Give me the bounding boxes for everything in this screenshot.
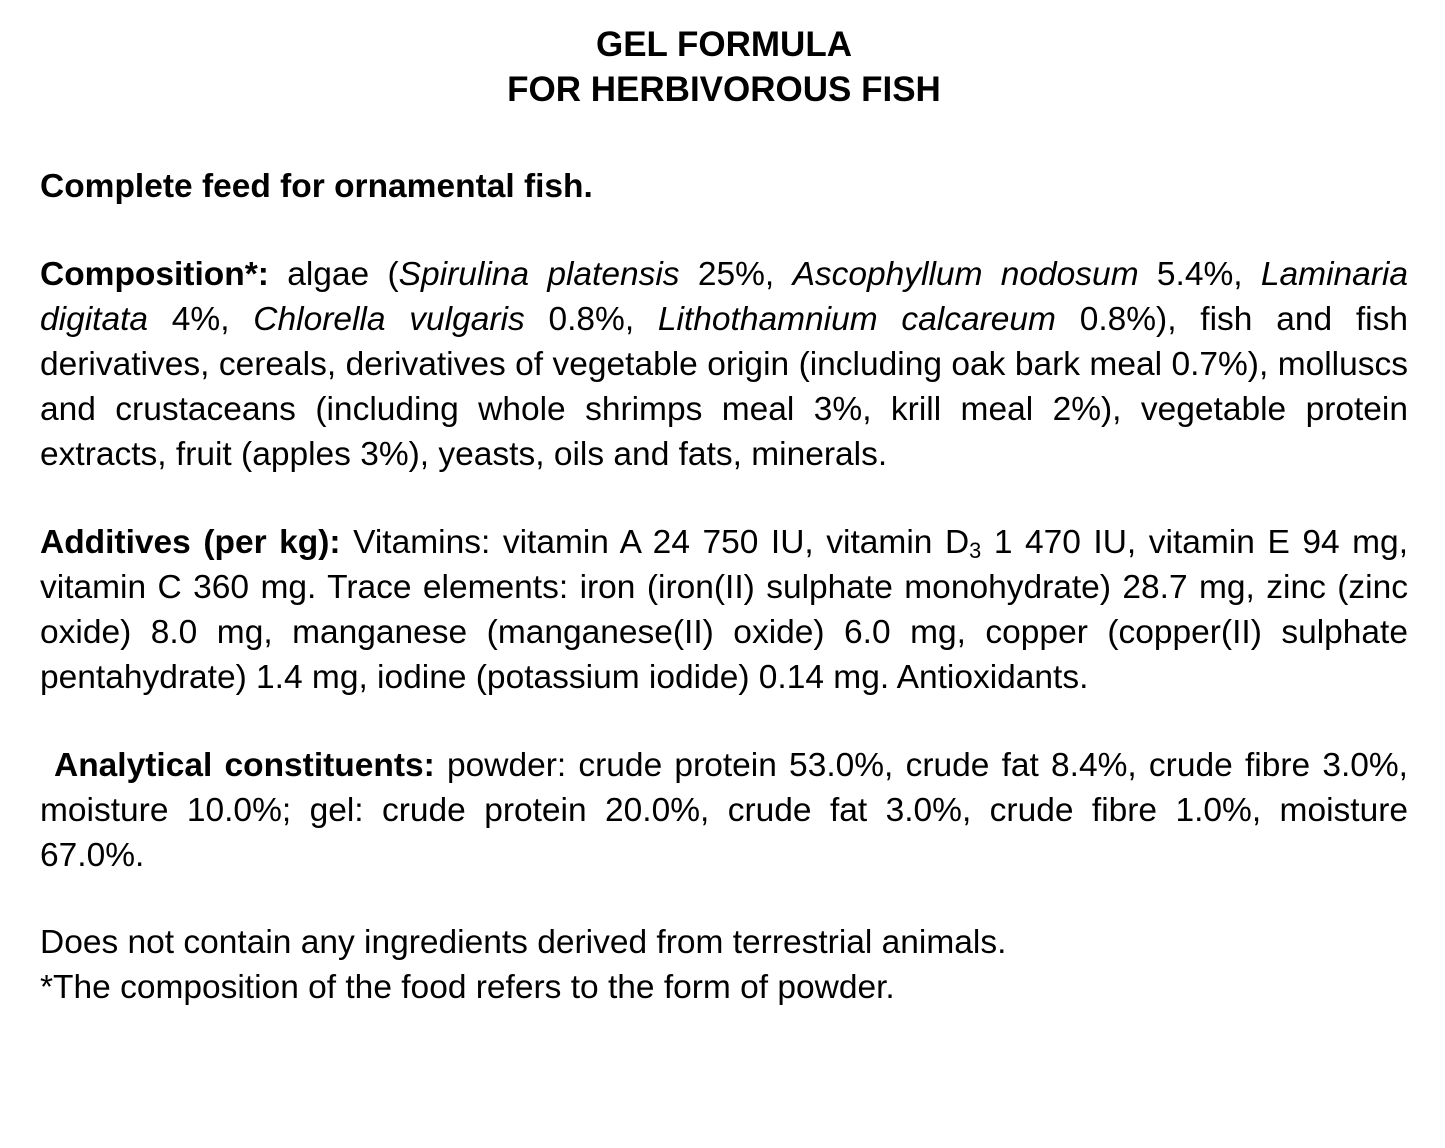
page-title xyxy=(40,22,1408,112)
composition-paragraph: Composition*: algae (Spirulina platensis 25%, Ascophyllum nodosum 5.4%, Laminaria digitata 4%, Chlorella vulgaris 0.8%, Lithothamnium calcareum 0.8%), fish and fish derivatives, cereals, derivatives of vegetable origin (including oak bark meal 0.7%), molluscs and crustaceans (including whole shrimps meal 3%, krill meal 2%), vegetable protein extracts, fruit (apples 3%), yeasts, oils and fats, minerals. xyxy=(40,256,1409,473)
disclaimer-text: Does not contain any ingredients derived from terrestrial animals. xyxy=(40,924,1007,961)
analytical-constituents-paragraph: Analytical constituents: powder: crude protein 53.0%, crude fat 8.4%, crude fibre 3.0%, moisture 10.0%; gel: crude protein 20.0%, crude fat 3.0%, crude fibre 1.0%, moisture 67.0%. xyxy=(40,747,1408,874)
title-line-1: GEL FORMULA xyxy=(595,25,852,64)
additives-paragraph: Additives (per kg): Vitamins: vitamin A 24 750 IU, vitamin $D_3$ 1 470 IU, vitamin E 94 mg, vitamin C 360 mg. Trace elements: iron (iron(II) sulphate monohydrate) 28.7 mg, zinc (zinc oxide) 8.0 mg, manganese (manganese(II) oxide) 6.0 mg, copper (copper(II) sulphate pentahydrate) 1.4 mg, iodine (potassium iodide) 0.14 mg. Antioxidants. xyxy=(40,524,1408,696)
composition-footnote-text: *The composition of the food refers to the form of powder. xyxy=(40,969,895,1006)
footnotes xyxy=(40,920,1408,1010)
title-line-2: FOR HERBIVOROUS FISH xyxy=(507,70,941,109)
intro-text: Complete feed for ornamental fish. xyxy=(40,168,593,205)
